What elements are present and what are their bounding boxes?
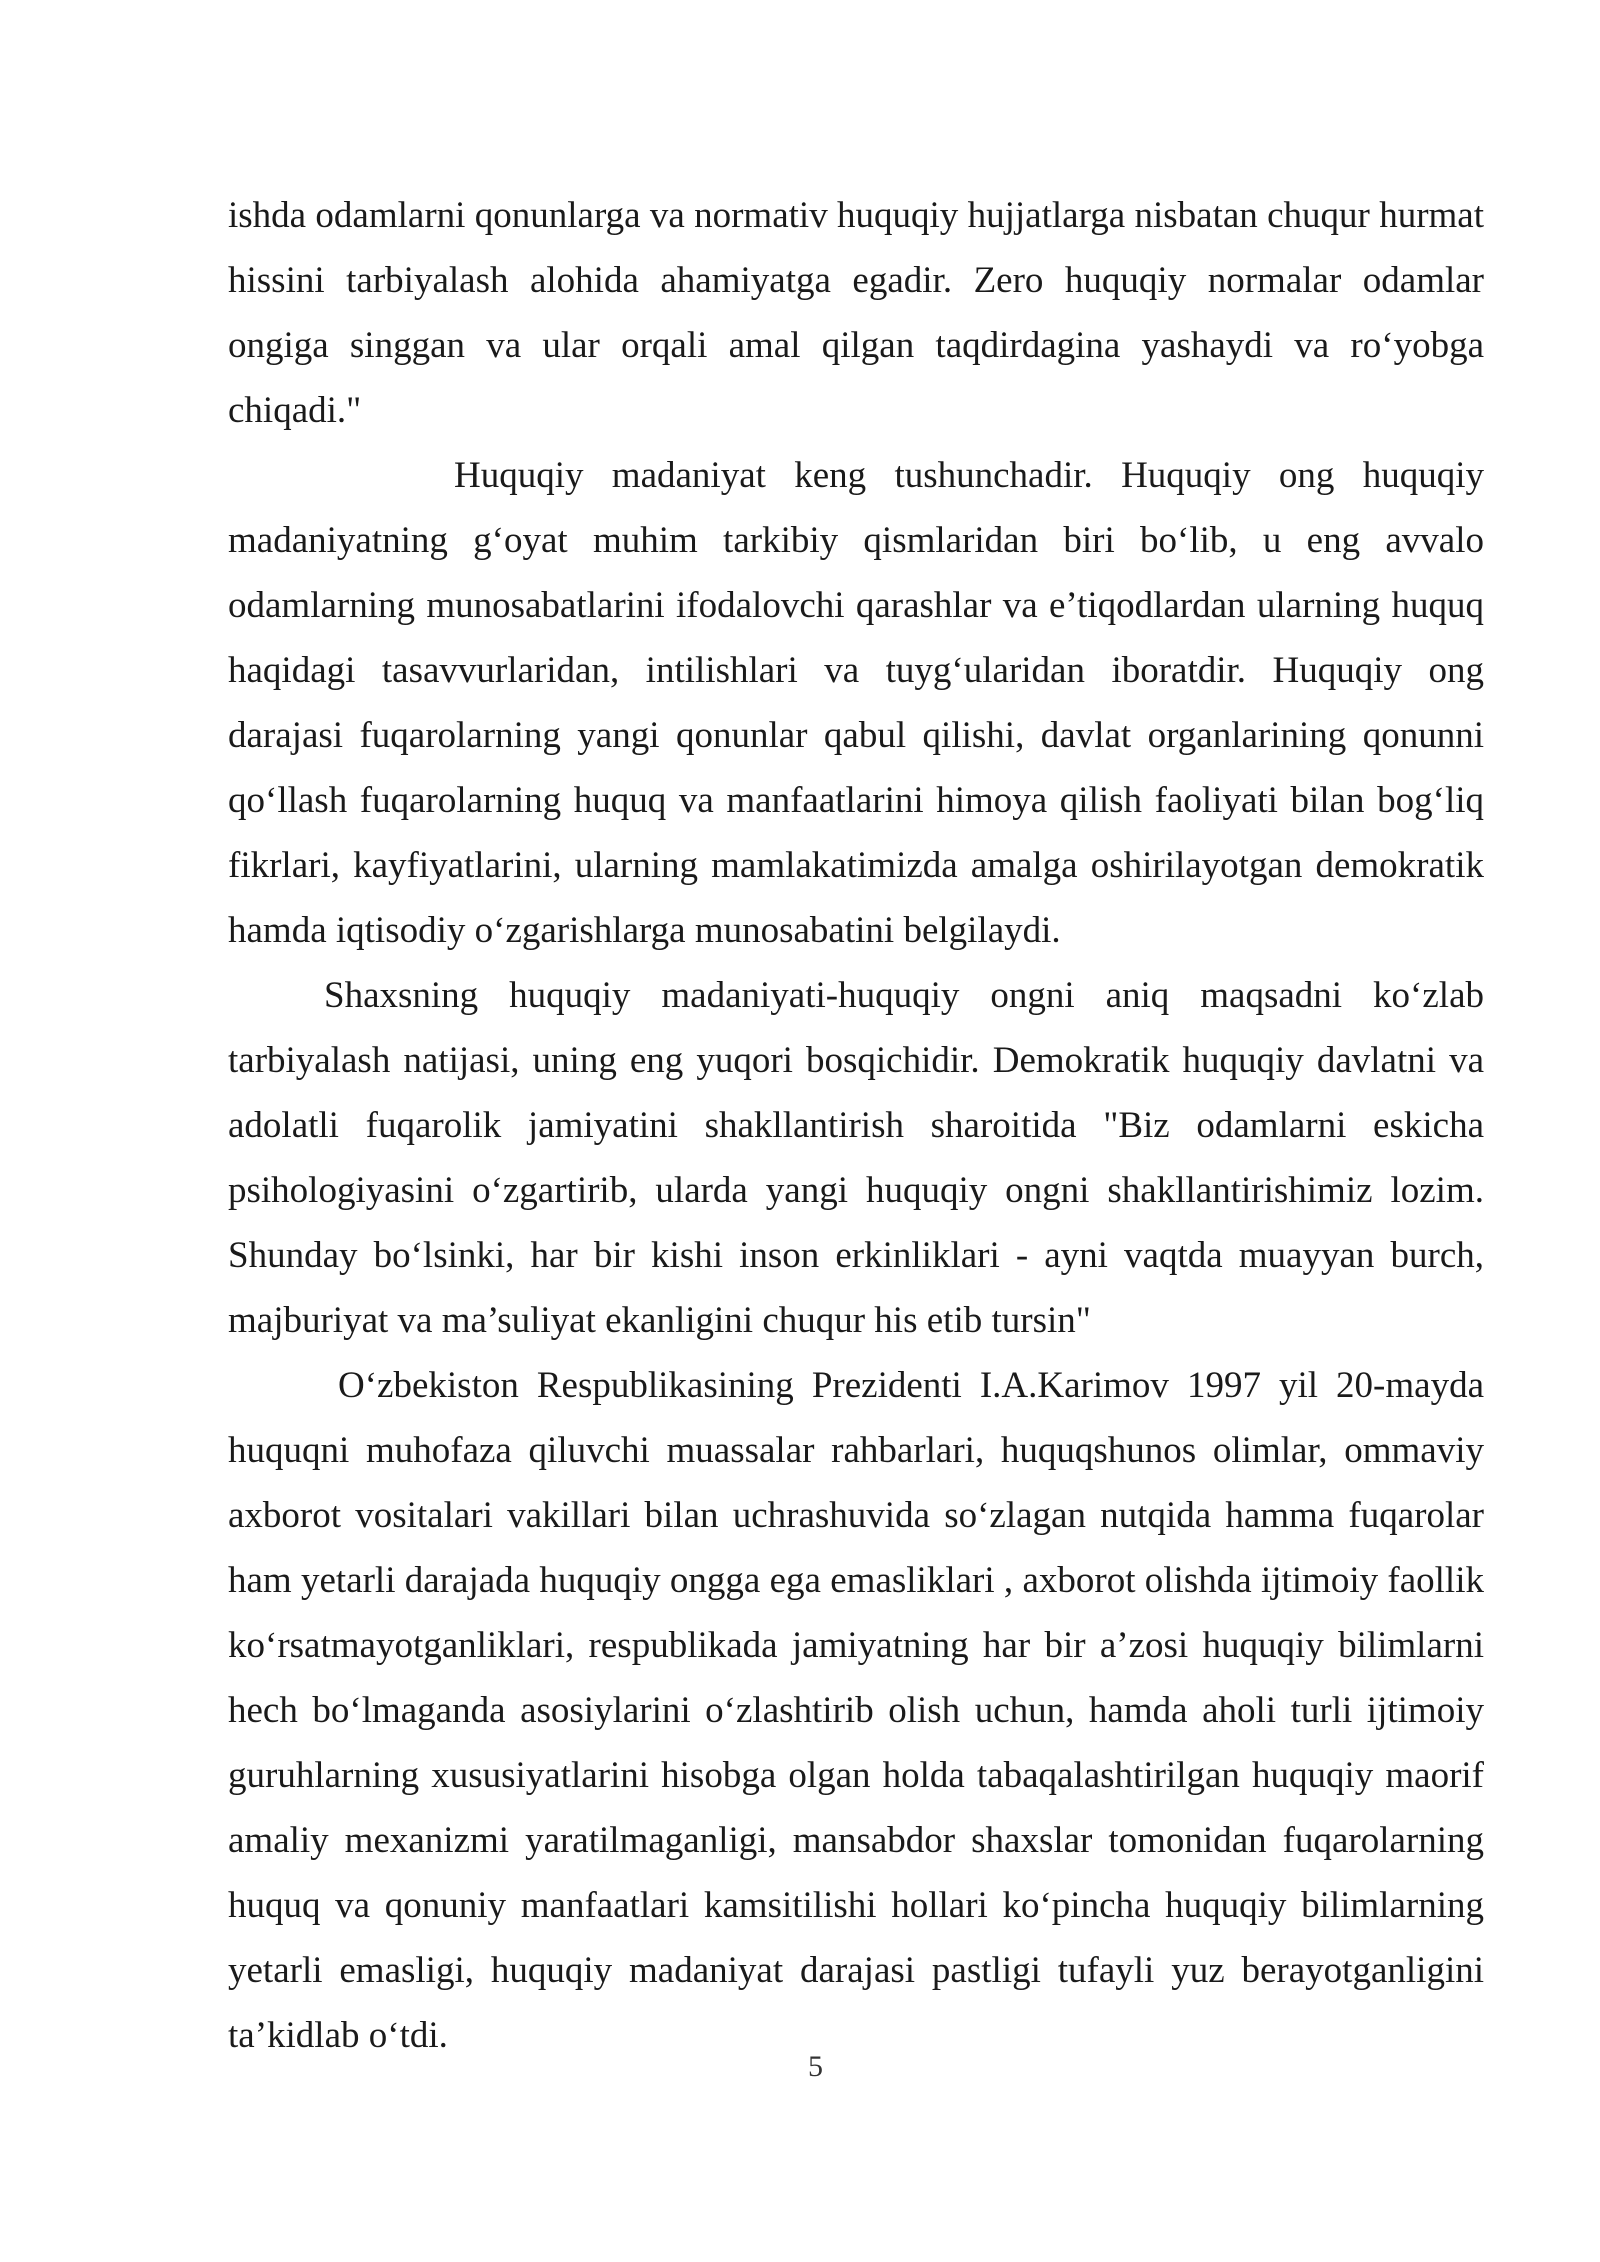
body-text [228,183,1484,2068]
paragraph-4: O‘zbekiston Respublikasining Prezidenti I.A.Karimov 1997 yil 20-mayda huquqni muhofaza qiluvchi muassalar rahbarlari, huquqshunos olimlar, ommaviy axborot vositalari vakillari bilan uchrashuvida so‘zlagan nutqida hamma fuqarolar ham yetarli darajada huquqiy ongga ega emasliklari , axborot olishda ijtimoiy faollik ko‘rsatmayotganliklari, respublikada jamiyatning har bir a’zosi huquqiy bilimlarni hech bo‘lmaganda asosiylarini o‘zlashtirib olish uchun, hamda aholi turli ijtimoiy guruhlarning xususiyatlarini hisobga olgan holda tabaqalashtirilgan huquqiy maorif amaliy mexanizmi yaratilmaganligi, mansabdor shaxslar tomonidan fuqarolarning huquq va qonuniy manfaatlari kamsitilishi hollari ko‘pincha huquqiy bilimlarning yetarli emasligi, huquqiy madaniyat darajasi pastligi tufayli yuz berayotganligini ta’kidlab o‘tdi. [228,1365,1484,2056]
page-number: 5 [808,2050,823,2083]
paragraph-3: Shaxsning huquqiy madaniyati-huquqiy ongni aniq maqsadni ko‘zlab tarbiyalash natijasi, uning eng yuqori bosqichidir. Demokratik huquqiy davlatni va adolatli fuqarolik jamiyatini shakllantirish sharoitida "Biz odamlarni eskicha psihologiyasini o‘zgartirib, ularda yangi huquqiy ongni shakllantirishimiz lozim. Shunday bo‘lsinki, har bir kishi inson erkinliklari - ayni vaqtda muayyan burch, majburiyat va ma’suliyat ekanligini chuqur his etib tursin" [228,975,1484,1341]
paragraph-1: ishda odamlarni qonunlarga va normativ huquqiy hujjatlarga nisbatan chuqur hurmat hissini tarbiyalash alohida ahamiyatga egadir. Zero huquqiy normalar odamlar ongiga singgan va ular orqali amal qilgan taqdirdagina yashaydi va ro‘yobga chiqadi." [228,195,1484,431]
paragraph-2: Huquqiy madaniyat keng tushunchadir. Huquqiy ong huquqiy madaniyatning g‘oyat muhim tarkibiy qismlaridan biri bo‘lib, u eng avvalo odamlarning munosabatlarini ifodalovchi qarashlar va e’tiqodlardan ularning huquq haqidagi tasavvurlaridan, intilishlari va tuyg‘ularidan iboratdir. Huquqiy ong darajasi fuqarolarning yangi qonunlar qabul qilishi, davlat organlarining qonunni qo‘llash fuqarolarning huquq va manfaatlarini himoya qilish faoliyati bilan bog‘liq fikrlari, kayfiyatlarini, ularning mamlakatimizda amalga oshirilayotgan demokratik hamda iqtisodiy o‘zgarishlarga munosabatini belgilaydi. [228,455,1484,951]
